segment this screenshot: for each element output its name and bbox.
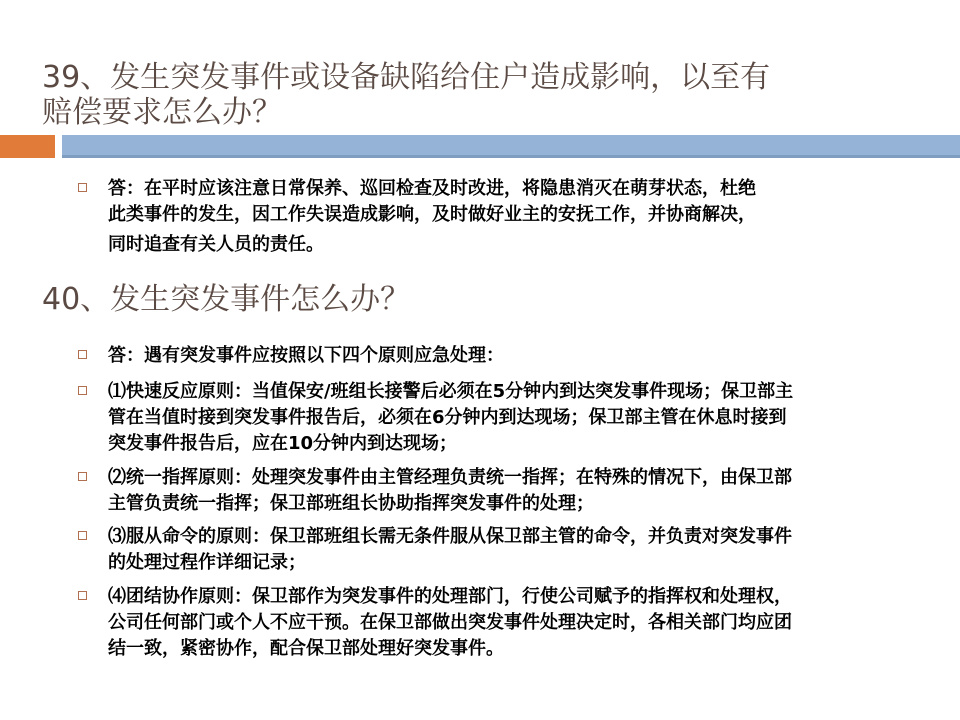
square-bullet-icon	[78, 472, 87, 481]
text-line: 的处理过程作详细记录；	[108, 552, 306, 573]
text-line: ⑷团结协作原则：保卫部作为突发事件的处理部门，行使公司赋予的指挥权和处理权，	[108, 586, 792, 607]
text-line: 此类事件的发生，因工作失误造成影响，及时做好业主的安抚工作，并协商解决，	[108, 204, 756, 225]
question-39-title	[42, 60, 770, 130]
text-line: ⑵统一指挥原则：处理突发事件由主管经理负责统一指挥；在特殊的情况下，由保卫部	[108, 467, 792, 488]
text-line: 答：在平时应该注意日常保养、巡回检查及时改进，将隐患消灭在萌芽状态，杜绝	[108, 178, 756, 199]
principle-4	[78, 584, 938, 662]
title-line: 39、发生突发事件或设备缺陷给住户造成影响，以至有	[42, 60, 771, 95]
square-bullet-icon	[78, 386, 87, 395]
text-line: 管在当值时接到突发事件报告后，必须在6分钟内到达现场；保卫部主管在休息时接到	[108, 407, 787, 428]
principle-3	[78, 524, 938, 576]
principle-1	[78, 379, 938, 457]
accent-bar-blue	[62, 135, 960, 158]
question-40-title: 40、发生突发事件怎么办？	[42, 282, 411, 317]
square-bullet-icon	[78, 183, 87, 192]
square-bullet-icon	[78, 591, 87, 600]
text-line: 主管负责统一指挥；保卫部班组长协助指挥突发事件的处理；	[108, 493, 594, 514]
title-line: 赔偿要求怎么办？	[42, 95, 282, 130]
accent-bar-orange	[0, 135, 55, 158]
answer-39	[78, 176, 938, 258]
answer-40-intro	[78, 343, 938, 369]
text-line: ⑶服从命令的原则：保卫部班组长需无条件服从保卫部主管的命令，并负责对突发事件	[108, 526, 792, 547]
principle-2	[78, 465, 938, 517]
text-line: 结一致，紧密协作，配合保卫部处理好突发事件。	[108, 638, 504, 659]
text-line: 同时追查有关人员的责任。	[108, 234, 324, 255]
text-line: ⑴快速反应原则：当值保安/班组长接警后必须在5分钟内到达突发事件现场；保卫部主	[108, 381, 794, 402]
text-line: 答：遇有突发事件应按照以下四个原则应急处理：	[108, 345, 504, 366]
square-bullet-icon	[78, 531, 87, 540]
text-line: 公司任何部门或个人不应干预。在保卫部做出突发事件处理决定时，各相关部门均应团	[108, 612, 792, 633]
square-bullet-icon	[78, 350, 87, 359]
text-line: 突发事件报告后，应在10分钟内到达现场；	[108, 433, 458, 454]
